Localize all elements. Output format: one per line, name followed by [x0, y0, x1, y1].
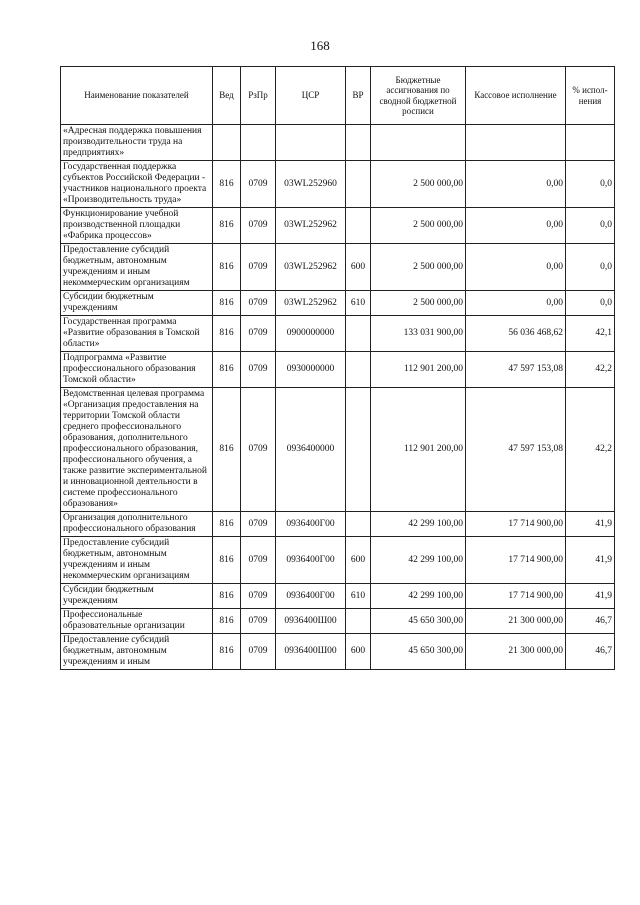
cell-ved: 816 [213, 537, 241, 584]
table-row [61, 537, 615, 584]
cell-pct: 0,0 [566, 161, 615, 208]
cell-budget: 2 500 000,00 [371, 208, 466, 244]
header-cash: Кассовое исполнение [466, 67, 566, 125]
header-csr: ЦСР [276, 67, 346, 125]
table-header-row [61, 67, 615, 125]
cell-cash [466, 125, 566, 161]
cell-vr [346, 512, 371, 537]
cell-pct: 41,9 [566, 512, 615, 537]
cell-csr: 03WL252962 [276, 208, 346, 244]
cell-vr [346, 316, 371, 352]
cell-budget: 112 901 200,00 [371, 352, 466, 388]
cell-ved: 816 [213, 584, 241, 609]
page-number: 168 [310, 38, 330, 53]
cell-name: Государственная программа «Развитие образования в Томской области» [61, 316, 213, 352]
table-row [61, 352, 615, 388]
cell-budget [371, 125, 466, 161]
cell-vr: 610 [346, 584, 371, 609]
table-row [61, 161, 615, 208]
cell-pct: 42,1 [566, 316, 615, 352]
cell-cash: 21 300 000,00 [466, 609, 566, 634]
table-row [61, 388, 615, 512]
header-budget: Бюджетные ассигнования по сводной бюджетной росписи [371, 67, 466, 125]
table-row [61, 634, 615, 670]
cell-name: Организация дополнительного профессионального образования [61, 512, 213, 537]
cell-budget: 45 650 300,00 [371, 634, 466, 670]
cell-ved: 816 [213, 208, 241, 244]
cell-name: Предоставление субсидий бюджетным, автономным учреждениям и иным некоммерческим организациям [61, 244, 213, 291]
cell-rzpr: 0709 [241, 512, 276, 537]
cell-pct: 0,0 [566, 291, 615, 316]
table-row [61, 584, 615, 609]
cell-ved: 816 [213, 291, 241, 316]
cell-pct: 41,9 [566, 584, 615, 609]
table-row [61, 244, 615, 291]
cell-rzpr: 0709 [241, 291, 276, 316]
cell-cash: 47 597 153,08 [466, 388, 566, 512]
header-name: Наименование показателей [61, 67, 213, 125]
cell-budget: 42 299 100,00 [371, 584, 466, 609]
cell-ved: 816 [213, 388, 241, 512]
cell-pct [566, 125, 615, 161]
cell-csr: 0936400Ш00 [276, 609, 346, 634]
cell-rzpr: 0709 [241, 161, 276, 208]
cell-rzpr: 0709 [241, 316, 276, 352]
cell-pct: 0,0 [566, 208, 615, 244]
cell-cash: 17 714 900,00 [466, 584, 566, 609]
table-row [61, 208, 615, 244]
cell-pct: 46,7 [566, 609, 615, 634]
cell-budget: 133 031 900,00 [371, 316, 466, 352]
cell-rzpr: 0709 [241, 352, 276, 388]
table-row [61, 609, 615, 634]
cell-name: Предоставление субсидий бюджетным, автономным учреждениям и иным [61, 634, 213, 670]
cell-rzpr [241, 125, 276, 161]
cell-ved [213, 125, 241, 161]
cell-ved: 816 [213, 634, 241, 670]
cell-name: Государственная поддержка субъектов Российской Федерации - участников национального проекта «Производительность труда» [61, 161, 213, 208]
cell-pct: 41,9 [566, 537, 615, 584]
cell-ved: 816 [213, 609, 241, 634]
cell-rzpr: 0709 [241, 634, 276, 670]
cell-cash: 0,00 [466, 291, 566, 316]
cell-csr [276, 125, 346, 161]
cell-name: Профессиональные образовательные организации [61, 609, 213, 634]
cell-csr: 0900000000 [276, 316, 346, 352]
cell-name: «Адресная поддержка повышения производительности труда на предприятиях» [61, 125, 213, 161]
cell-budget: 42 299 100,00 [371, 512, 466, 537]
header-percent: % испол-нения [566, 67, 615, 125]
cell-csr: 0930000000 [276, 352, 346, 388]
cell-pct: 42,2 [566, 352, 615, 388]
cell-rzpr: 0709 [241, 208, 276, 244]
cell-csr: 0936400Г00 [276, 512, 346, 537]
cell-name: Ведомственная целевая программа «Организация предоставления на территории Томской области среднего профессионального образования, дополнительного профессионального образования, профессионального обучения, а также развитие экспериментальной и инновационной деятельности в системе профессионального образования» [61, 388, 213, 512]
header-rzpr: РзПр [241, 67, 276, 125]
header-vr: ВР [346, 67, 371, 125]
cell-cash: 17 714 900,00 [466, 537, 566, 584]
cell-pct: 42,2 [566, 388, 615, 512]
header-ved: Вед [213, 67, 241, 125]
cell-pct: 46,7 [566, 634, 615, 670]
budget-execution-table [60, 66, 615, 670]
cell-vr: 600 [346, 537, 371, 584]
cell-ved: 816 [213, 512, 241, 537]
cell-rzpr: 0709 [241, 609, 276, 634]
cell-name: Субсидии бюджетным учреждениям [61, 584, 213, 609]
cell-rzpr: 0709 [241, 244, 276, 291]
cell-csr: 0936400Г00 [276, 584, 346, 609]
cell-vr [346, 161, 371, 208]
cell-ved: 816 [213, 316, 241, 352]
cell-cash: 17 714 900,00 [466, 512, 566, 537]
cell-pct: 0,0 [566, 244, 615, 291]
cell-name: Функционирование учебной производственной площадки «Фабрика процессов» [61, 208, 213, 244]
cell-vr [346, 388, 371, 512]
cell-csr: 0936400000 [276, 388, 346, 512]
cell-budget: 42 299 100,00 [371, 537, 466, 584]
cell-vr [346, 352, 371, 388]
cell-rzpr: 0709 [241, 537, 276, 584]
table-row [61, 512, 615, 537]
cell-vr: 600 [346, 634, 371, 670]
cell-name: Субсидии бюджетным учреждениям [61, 291, 213, 316]
cell-cash: 0,00 [466, 161, 566, 208]
table-row [61, 291, 615, 316]
cell-rzpr: 0709 [241, 584, 276, 609]
table-row [61, 316, 615, 352]
cell-budget: 2 500 000,00 [371, 161, 466, 208]
table-row [61, 125, 615, 161]
cell-ved: 816 [213, 161, 241, 208]
cell-rzpr: 0709 [241, 388, 276, 512]
cell-budget: 2 500 000,00 [371, 291, 466, 316]
cell-cash: 0,00 [466, 208, 566, 244]
cell-vr: 610 [346, 291, 371, 316]
cell-vr [346, 208, 371, 244]
cell-cash: 0,00 [466, 244, 566, 291]
cell-name: Подпрограмма «Развитие профессионального образования Томской области» [61, 352, 213, 388]
cell-vr: 600 [346, 244, 371, 291]
cell-vr [346, 125, 371, 161]
cell-csr: 0936400Ш00 [276, 634, 346, 670]
cell-vr [346, 609, 371, 634]
cell-cash: 21 300 000,00 [466, 634, 566, 670]
cell-cash: 56 036 468,62 [466, 316, 566, 352]
cell-csr: 03WL252960 [276, 161, 346, 208]
cell-csr: 03WL252962 [276, 244, 346, 291]
cell-cash: 47 597 153,08 [466, 352, 566, 388]
cell-budget: 2 500 000,00 [371, 244, 466, 291]
cell-name: Предоставление субсидий бюджетным, автономным учреждениям и иным некоммерческим организациям [61, 537, 213, 584]
cell-ved: 816 [213, 244, 241, 291]
cell-csr: 03WL252962 [276, 291, 346, 316]
cell-budget: 112 901 200,00 [371, 388, 466, 512]
cell-csr: 0936400Г00 [276, 537, 346, 584]
cell-ved: 816 [213, 352, 241, 388]
cell-budget: 45 650 300,00 [371, 609, 466, 634]
